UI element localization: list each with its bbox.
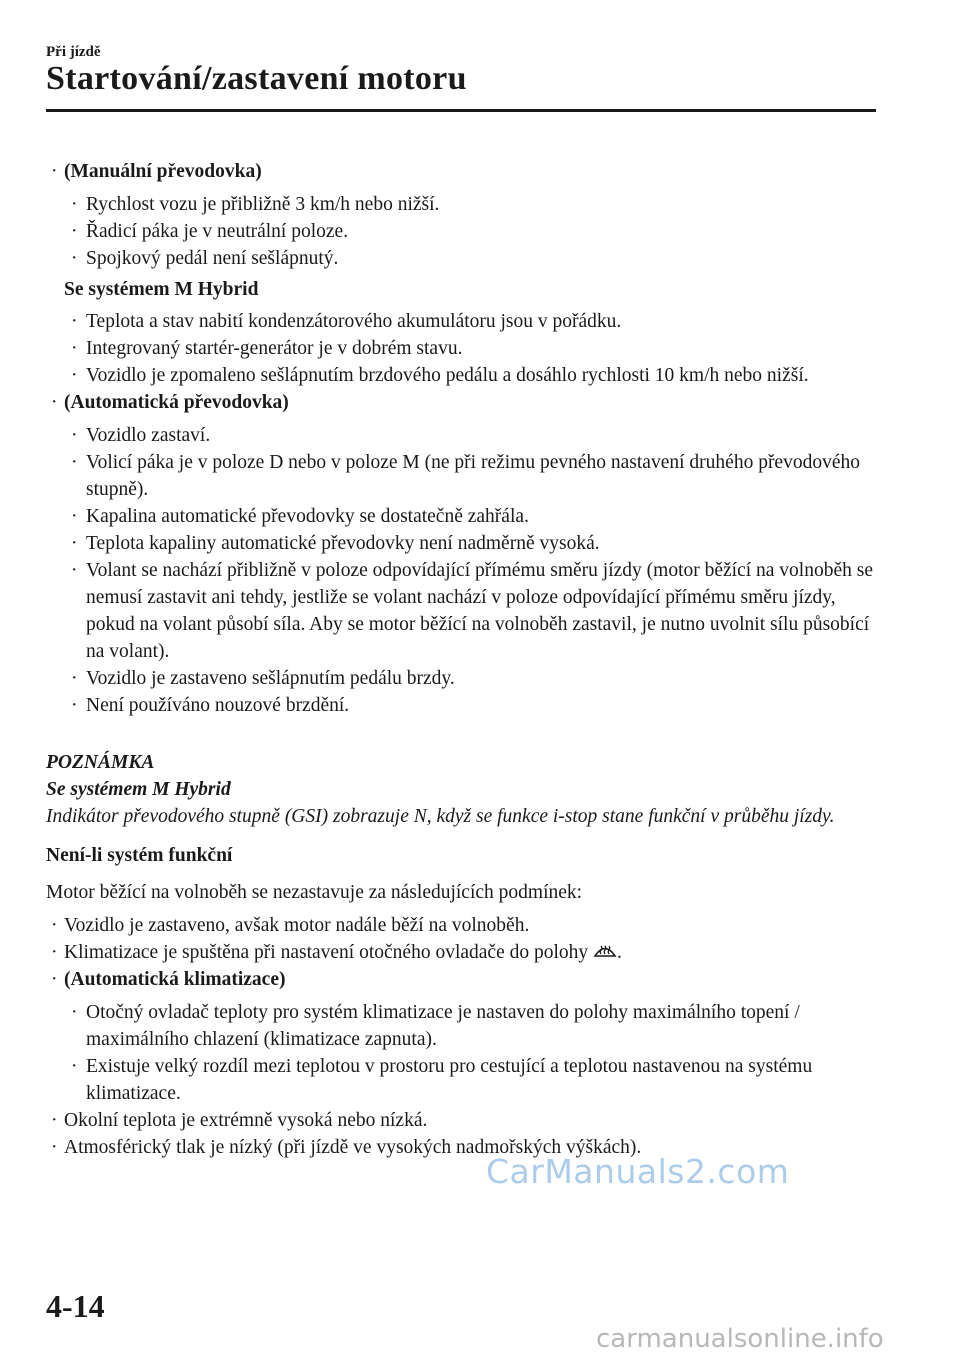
defroster-condition-end: .: [617, 942, 622, 963]
automatic-condition: · Teplota kapaliny automatické převodovky není nadměrně vysoká.: [46, 530, 878, 557]
defroster-condition-text: Klimatizace je spuštěna při nastavení otočného ovladače do polohy: [64, 942, 589, 963]
section-label: Při jízdě: [46, 44, 101, 60]
automatic-condition: · Vozidlo je zastaveno sešlápnutím pedálu brzdy.: [46, 665, 878, 692]
manual-transmission-heading: · (Manuální převodovka): [46, 158, 878, 185]
climate-condition: · Existuje velký rozdíl mezi teplotou v prostoru pro cestující a teplotou nastavenou na systému klimatizace.: [46, 1053, 878, 1107]
page-number: 4-14: [46, 1288, 105, 1324]
automatic-condition: · Volicí páka je v poloze D nebo v poloze M (ne při režimu pevného nastavení druhého převodového stupně).: [46, 449, 878, 503]
page-title: Startování/zastavení motoru: [46, 60, 467, 97]
idle-condition: · Okolní teplota je extrémně vysoká nebo nízká.: [46, 1107, 878, 1134]
automatic-condition: · Není používáno nouzové brzdění.: [46, 692, 878, 719]
note-subheading: Se systémem M Hybrid: [46, 779, 231, 800]
idle-condition: · Vozidlo je zastaveno, avšak motor nadále běží na volnoběh.: [46, 912, 878, 939]
hybrid-condition: · Integrovaný startér-generátor je v dobrém stavu.: [46, 335, 878, 362]
automatic-transmission-heading: · (Automatická převodovka): [46, 389, 878, 416]
idle-condition-defroster: [46, 939, 878, 966]
auto-climate-heading: · (Automatická klimatizace): [46, 966, 878, 993]
hybrid-condition: · Teplota a stav nabití kondenzátorového akumulátoru jsou v pořádku.: [46, 308, 878, 335]
automatic-condition: · Volant se nachází přibližně v poloze odpovídající přímému směru jízdy (motor běžící na volnoběh se nemusí zastavit ani tehdy, jestliže se volant nachází v poloze odpovídající přímému směru jízdy, pokud na volant působí síla. Aby se motor běžící na volnoběh zastavil, je nutno uvolnit sílu působící na volant).: [46, 557, 878, 665]
watermark-bottom: carmanualsonline.info: [596, 1324, 884, 1354]
manual-condition: · Řadicí páka je v neutrální poloze.: [46, 218, 878, 245]
hybrid-heading: Se systémem M Hybrid: [64, 279, 259, 300]
manual-condition: · Spojkový pedál není sešlápnutý.: [46, 245, 878, 272]
front-defroster-icon: [593, 940, 617, 960]
note-label: POZNÁMKA: [46, 752, 155, 773]
automatic-condition: · Vozidlo zastaví.: [46, 422, 878, 449]
watermark-top: CarManuals2.com: [486, 1152, 790, 1191]
manual-condition: · Rychlost vozu je přibližně 3 km/h nebo nižší.: [46, 191, 878, 218]
automatic-condition: · Kapalina automatické převodovky se dostatečně zahřála.: [46, 503, 878, 530]
note-text: Indikátor převodového stupně (GSI) zobrazuje N, když se funkce i-stop stane funkční v průběhu jízdy.: [46, 806, 835, 827]
not-functional-intro: Motor běžící na volnoběh se nezastavuje za následujících podmínek:: [46, 882, 583, 903]
idle-condition: · Atmosférický tlak je nízký (při jízdě ve vysokých nadmořských výškách).: [46, 1134, 878, 1161]
page-content: [46, 158, 878, 1161]
not-functional-heading: Není-li systém funkční: [46, 845, 233, 866]
title-rule: [46, 109, 876, 112]
climate-condition: · Otočný ovladač teploty pro systém klimatizace je nastaven do polohy maximálního topení / maximálního chlazení (klimatizace zapnuta).: [46, 999, 878, 1053]
hybrid-condition: · Vozidlo je zpomaleno sešlápnutím brzdového pedálu a dosáhlo rychlosti 10 km/h nebo nižší.: [46, 362, 878, 389]
